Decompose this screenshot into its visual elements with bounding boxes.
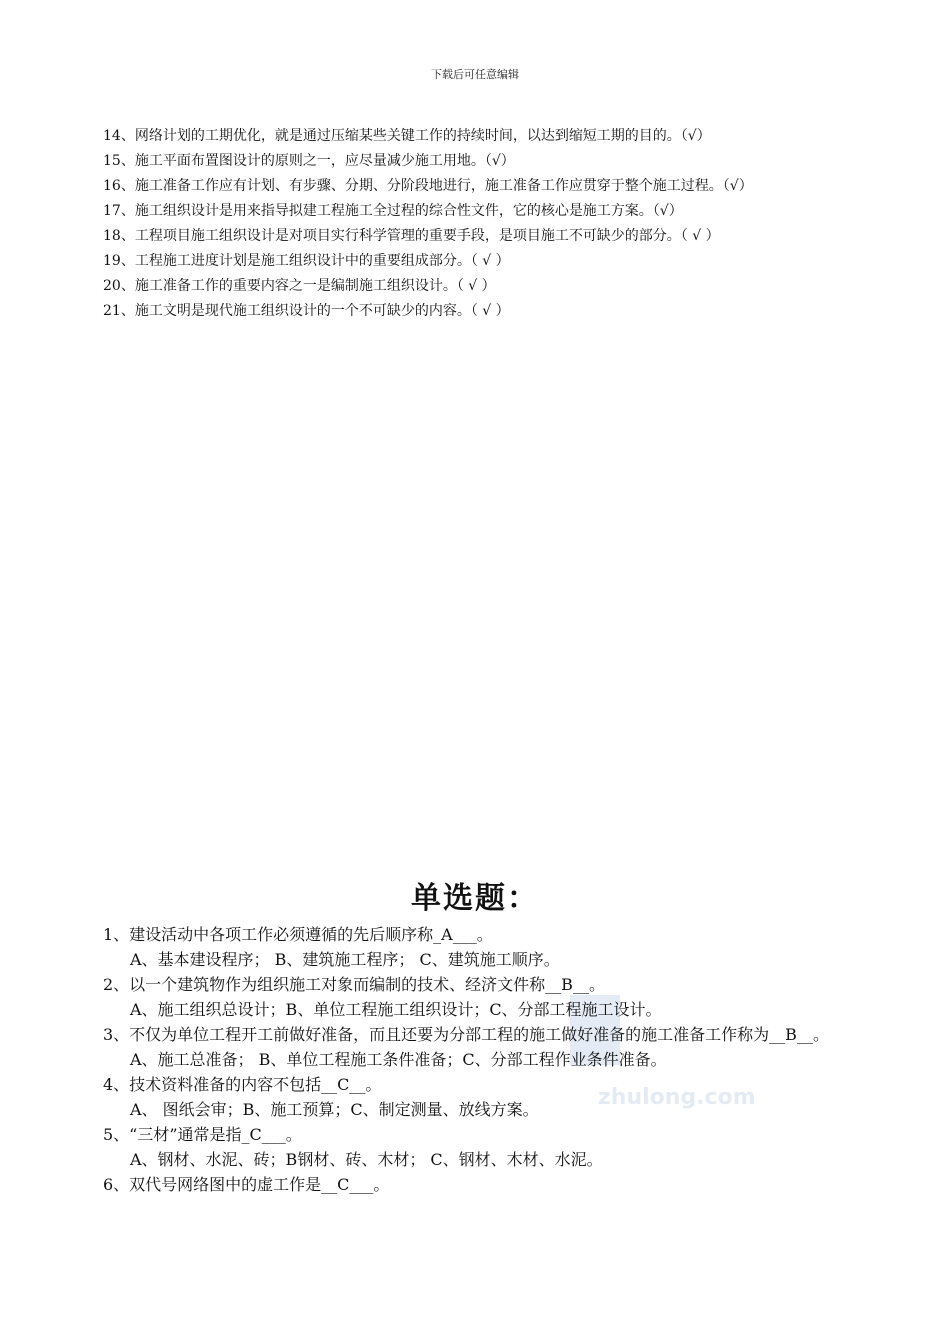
question-text: 6、双代号网络图中的虚工作是__C___。 bbox=[103, 1175, 390, 1194]
question-text: 1、建设活动中各项工作必须遵循的先后顺序称_A___。 bbox=[103, 925, 493, 944]
list-item: 17、施工组织设计是用来指导拟建工程施工全过程的综合性文件，它的核心是施工方案。（√） bbox=[103, 203, 683, 219]
question-text: 2、以一个建筑物作为组织施工对象而编制的技术、经济文件称__B__。 bbox=[103, 975, 605, 994]
list-item: 20、施工准备工作的重要内容之一是编制施工组织设计。（ √ ） bbox=[103, 278, 496, 294]
list-item: 15、施工平面布置图设计的原则之一，应尽量减少施工用地。（√） bbox=[103, 153, 515, 169]
question-options: A、施工组织总设计；B、单位工程施工组织设计；C、分部工程施工设计。 bbox=[130, 1000, 662, 1019]
question-options: A、基本建设程序； B、建筑施工程序； C、建筑施工顺序。 bbox=[130, 950, 560, 969]
question-options: A、施工总准备； B、单位工程施工条件准备；C、分部工程作业条件准备。 bbox=[130, 1050, 667, 1069]
list-item: 18、工程项目施工组织设计是对项目实行科学管理的重要手段，是项目施工不可缺少的部分。（ √ ） bbox=[103, 228, 720, 244]
question-text: 5、“三材”通常是指_C___。 bbox=[103, 1125, 302, 1144]
question-options: A、钢材、水泥、砖；B钢材、砖、木材； C、钢材、木材、水泥。 bbox=[130, 1150, 603, 1169]
list-item: 21、施工文明是现代施工组织设计的一个不可缺少的内容。（ √ ） bbox=[103, 303, 510, 319]
list-item: 19、工程施工进度计划是施工组织设计中的重要组成部分。（ √ ） bbox=[103, 253, 510, 269]
question-options: A、 图纸会审；B、施工预算；C、制定测量、放线方案。 bbox=[130, 1100, 539, 1119]
watermark-text: zhulong.com bbox=[598, 1085, 756, 1110]
question-text: 4、技术资料准备的内容不包括__C__。 bbox=[103, 1075, 382, 1094]
section-title: 单选题： bbox=[411, 881, 539, 916]
list-item: 16、施工准备工作应有计划、有步骤、分期、分阶段地进行，施工准备工作应贯穿于整个施工过程。（√） bbox=[103, 178, 753, 194]
multiple-choice-list bbox=[103, 922, 873, 1197]
true-false-list bbox=[103, 124, 863, 324]
question-text: 3、不仅为单位工程开工前做好准备，而且还要为分部工程的施工做好准备的施工准备工作称为__B__。 bbox=[103, 1025, 829, 1044]
page-header: 下载后可任意编辑 bbox=[431, 68, 519, 81]
list-item: 14、网络计划的工期优化，就是通过压缩某些关键工作的持续时间，以达到缩短工期的目的。（√） bbox=[103, 128, 711, 144]
